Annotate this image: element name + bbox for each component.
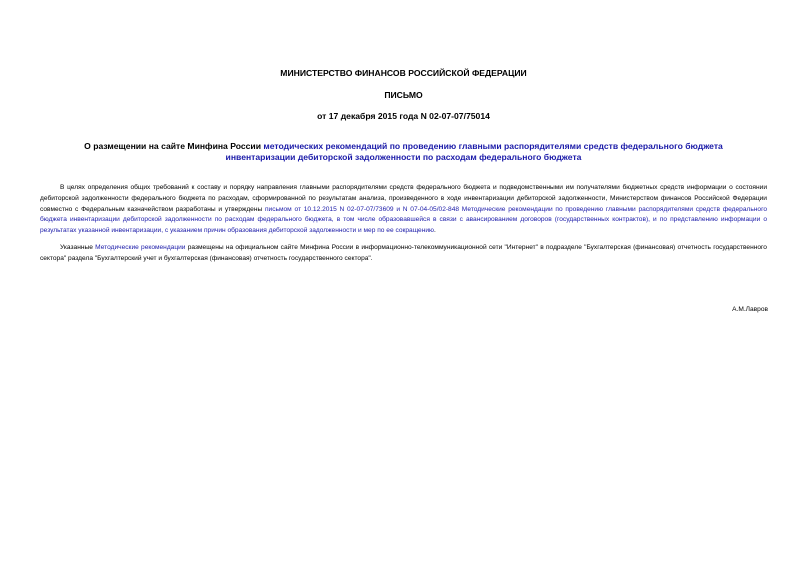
ministry-heading: МИНИСТЕРСТВО ФИНАНСОВ РОССИЙСКОЙ ФЕДЕРАЦИИ [280, 68, 527, 78]
subject-link[interactable]: методических рекомендаций по проведению главными распорядителями средств федерального бюджета инвентаризации дебиторской задолженности по расходам федерального бюджета [225, 141, 723, 162]
body-paragraph-1 [40, 183, 767, 237]
paragraph-1-text-a: В целях определения общих требований к составу и порядку направления главными распорядителями средств федерального бюджета и подведомственными им получателями бюджетных средств информации о состоянии дебиторской задолженности федерального бюджета по расходам, сформированной по результатам анализа, произведенного в ходе инвентаризации дебиторской задолженности, Министерством финансов Российской Федерации совместно с Федеральным казначейством разработаны и утверждены [40, 184, 767, 213]
subject-prefix: О размещении на сайте Минфина России [84, 141, 264, 151]
paragraph-2-text-a: Указанные [60, 244, 96, 251]
paragraph-1-text-b: . [434, 227, 436, 235]
paragraph-1-link[interactable]: письмом от 10.12.2015 N 02-07-07/73609 и N 07-04-05/02-848 Методические рекомендации по проведению главными распорядителями средств федерального бюджета инвентаризации дебиторской задолженности по расходам федерального бюджета, в том числе образовавшейся в связи с авансированием договоров (государственных контрактов), и по представлению информации о результатах указанной инвентаризации, с указанием причин образования дебиторской задолженности и мер по ее сокращению [40, 205, 768, 235]
paragraph-2-link[interactable]: Методические рекомендации [95, 244, 186, 251]
paragraph-2-text-b: размещены на официальном сайте Минфина России в информационно-телекоммуникационной сети "Интернет" в подразделе "Бухгалтерская (финансовая) отчетность государственного сектора" раздела "Бухгалтерский учет и бухгалтерская (финансовая) отчетность государственного сектора". [40, 244, 767, 262]
signature-name: А.М.Лавров [732, 306, 768, 313]
body-paragraph-2 [40, 243, 767, 265]
document-subject [60, 141, 747, 163]
document-type: ПИСЬМО [384, 90, 423, 100]
document-date-number: от 17 декабря 2015 года N 02-07-07/75014 [317, 111, 490, 121]
